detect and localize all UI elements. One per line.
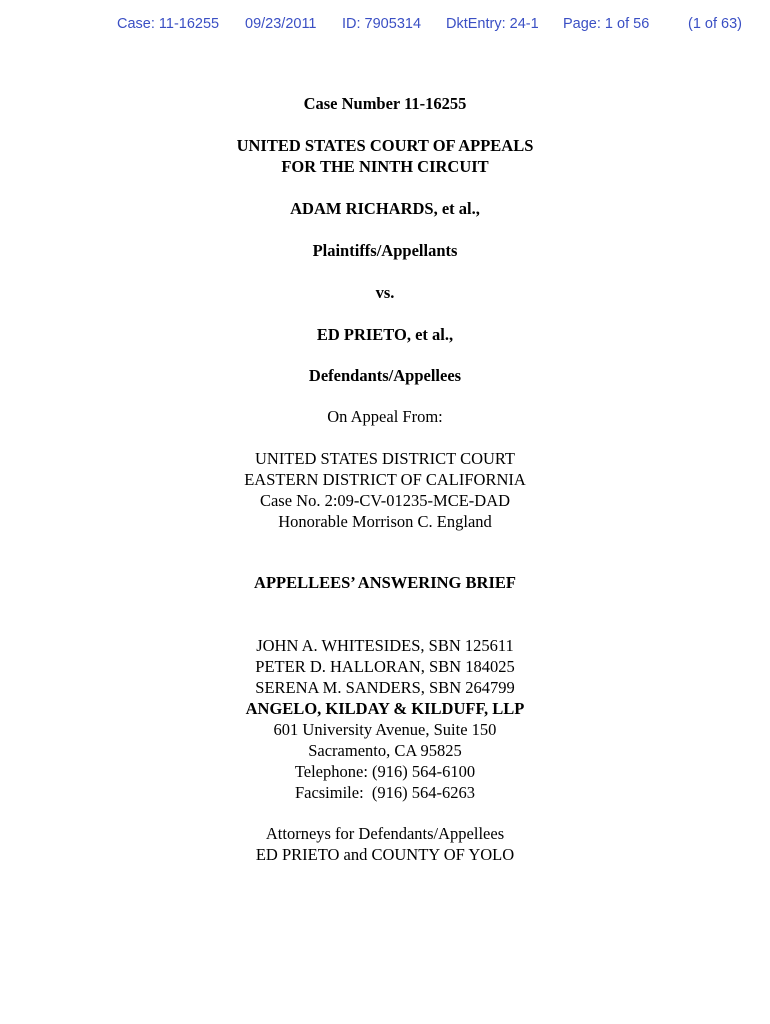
versus-block [0, 282, 770, 303]
stamp-docket-entry: DktEntry: 24-1 [446, 16, 539, 32]
versus: vs. [375, 283, 395, 302]
stamp-page-count: (1 of 63) [688, 16, 742, 32]
client-names: ED PRIETO and COUNTY OF YOLO [255, 845, 515, 864]
defendant-role-block [0, 365, 770, 386]
firm-facsimile: Facsimile: (916) 564-6263 [294, 783, 476, 802]
defendant-role: Defendants/Appellees [308, 366, 462, 385]
lower-court-line: UNITED STATES DISTRICT COURT [254, 449, 515, 468]
defendant-name: ED PRIETO, et al., [316, 325, 454, 344]
lower-court-block [0, 448, 770, 532]
stamp-id: ID: 7905314 [342, 16, 422, 32]
court-name-line-2: FOR THE NINTH CIRCUIT [281, 157, 489, 176]
plaintiff-role-block [0, 240, 770, 261]
firm-address-line: Sacramento, CA 95825 [308, 741, 462, 760]
appeal-from-block [0, 406, 770, 427]
court-name-line-1: UNITED STATES COURT OF APPEALS [236, 136, 534, 155]
plaintiff-block [0, 198, 770, 219]
firm-address-line: 601 University Avenue, Suite 150 [273, 720, 497, 739]
plaintiff-role: Plaintiffs/Appellants [312, 241, 458, 260]
counsel-block [0, 635, 770, 803]
defendant-block [0, 324, 770, 345]
plaintiff-name: ADAM RICHARDS, et al., [290, 199, 480, 218]
brief-title: APPELLEES’ ANSWERING BRIEF [254, 573, 516, 592]
lower-court-line: EASTERN DISTRICT OF CALIFORNIA [244, 470, 526, 489]
attorney-line: SERENA M. SANDERS, SBN 264799 [255, 678, 515, 697]
attorneys-for-label: Attorneys for Defendants/Appellees [265, 824, 505, 843]
docket-header-stamp [0, 16, 770, 38]
appeal-from-label: On Appeal From: [327, 407, 443, 426]
lower-court-line: Honorable Morrison C. England [278, 512, 492, 531]
stamp-date: 09/23/2011 [245, 16, 317, 32]
court-name-block [0, 135, 770, 177]
stamp-case-number: Case: 11-16255 [117, 16, 220, 32]
lower-court-line: Case No. 2:09-CV-01235-MCE-DAD [259, 491, 511, 510]
brief-title-block [0, 572, 770, 593]
attorney-line: PETER D. HALLORAN, SBN 184025 [255, 657, 515, 676]
case-number-block [0, 93, 770, 114]
stamp-page: Page: 1 of 56 [563, 16, 650, 32]
firm-name: ANGELO, KILDAY & KILDUFF, LLP [245, 699, 525, 718]
case-number: Case Number 11-16255 [303, 94, 467, 113]
attorney-line: JOHN A. WHITESIDES, SBN 125611 [256, 636, 514, 655]
firm-telephone: Telephone: (916) 564-6100 [294, 762, 476, 781]
representation-block [0, 823, 770, 865]
